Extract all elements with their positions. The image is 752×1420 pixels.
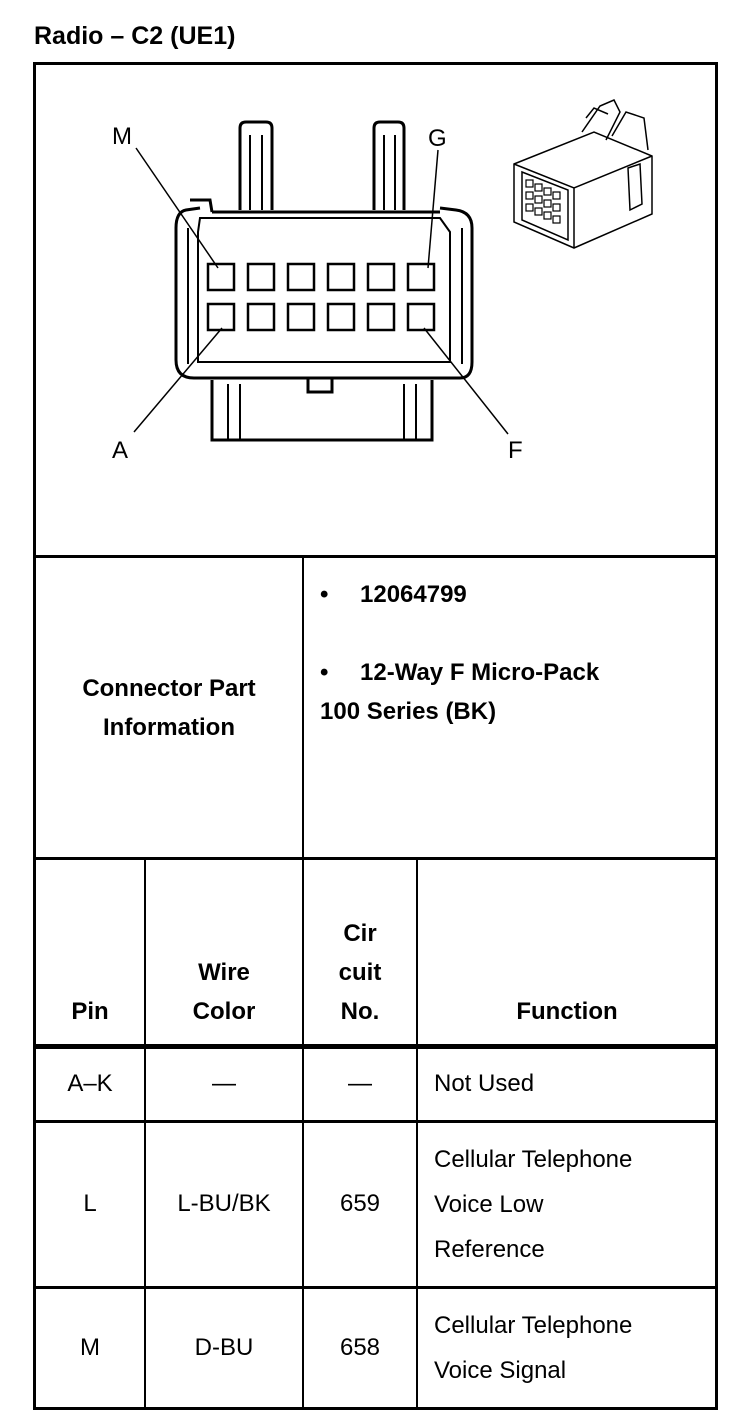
connector-info-label: Connector Part Information [82,674,256,741]
pin-label-f: F [508,437,523,464]
header-circuit-no: Cir cuit No. [338,920,382,1025]
part-number-item: • 12064799 [320,581,467,608]
table-row-1-circuit: — [348,1070,372,1098]
pin-label-a: A [112,437,129,464]
table-row-3-wire: D-BU [194,1333,254,1361]
pin-cavities [208,264,434,330]
table-row-2-circuit: 659 [339,1190,381,1218]
divider-partinfo-col [302,557,304,859]
table-row-3-pin: M [80,1333,100,1361]
header-wire-color: Wire Color [192,959,256,1025]
header-function: Function [516,998,618,1025]
table-row-2-pin: L [83,1190,97,1218]
connector-3d-illustration [514,100,652,248]
connector-diagram [36,65,716,555]
pin-label-g: G [428,125,447,152]
part-description-line2: 100 Series (BK) [320,698,497,725]
header-pin: Pin [71,998,109,1025]
connector-info-details [320,575,599,731]
table-row-3-function: Cellular Telephone Voice Signal [434,1312,633,1384]
table-row-1-function: Not Used [434,1070,535,1098]
divider-col3 [416,859,418,1410]
divider-partinfo [33,857,718,860]
latch-left [240,122,272,210]
pin-label-m: M [112,123,132,150]
table-row-2-function: Cellular Telephone Voice Low Reference [434,1146,633,1263]
part-description-line1: 12-Way F Micro-Pack [360,659,600,686]
latch-right [374,122,404,210]
table-row-1-pin: A–K [67,1070,113,1098]
table-row-2-wire: L-BU/BK [177,1190,271,1218]
page-title: Radio – C2 (UE1) [34,22,236,50]
part-number: 12064799 [360,581,467,608]
part-description-item: • 12-Way F Micro-Pack [320,659,600,686]
table-row-1-wire: — [212,1070,236,1098]
table-row-3-circuit: 658 [339,1333,381,1361]
